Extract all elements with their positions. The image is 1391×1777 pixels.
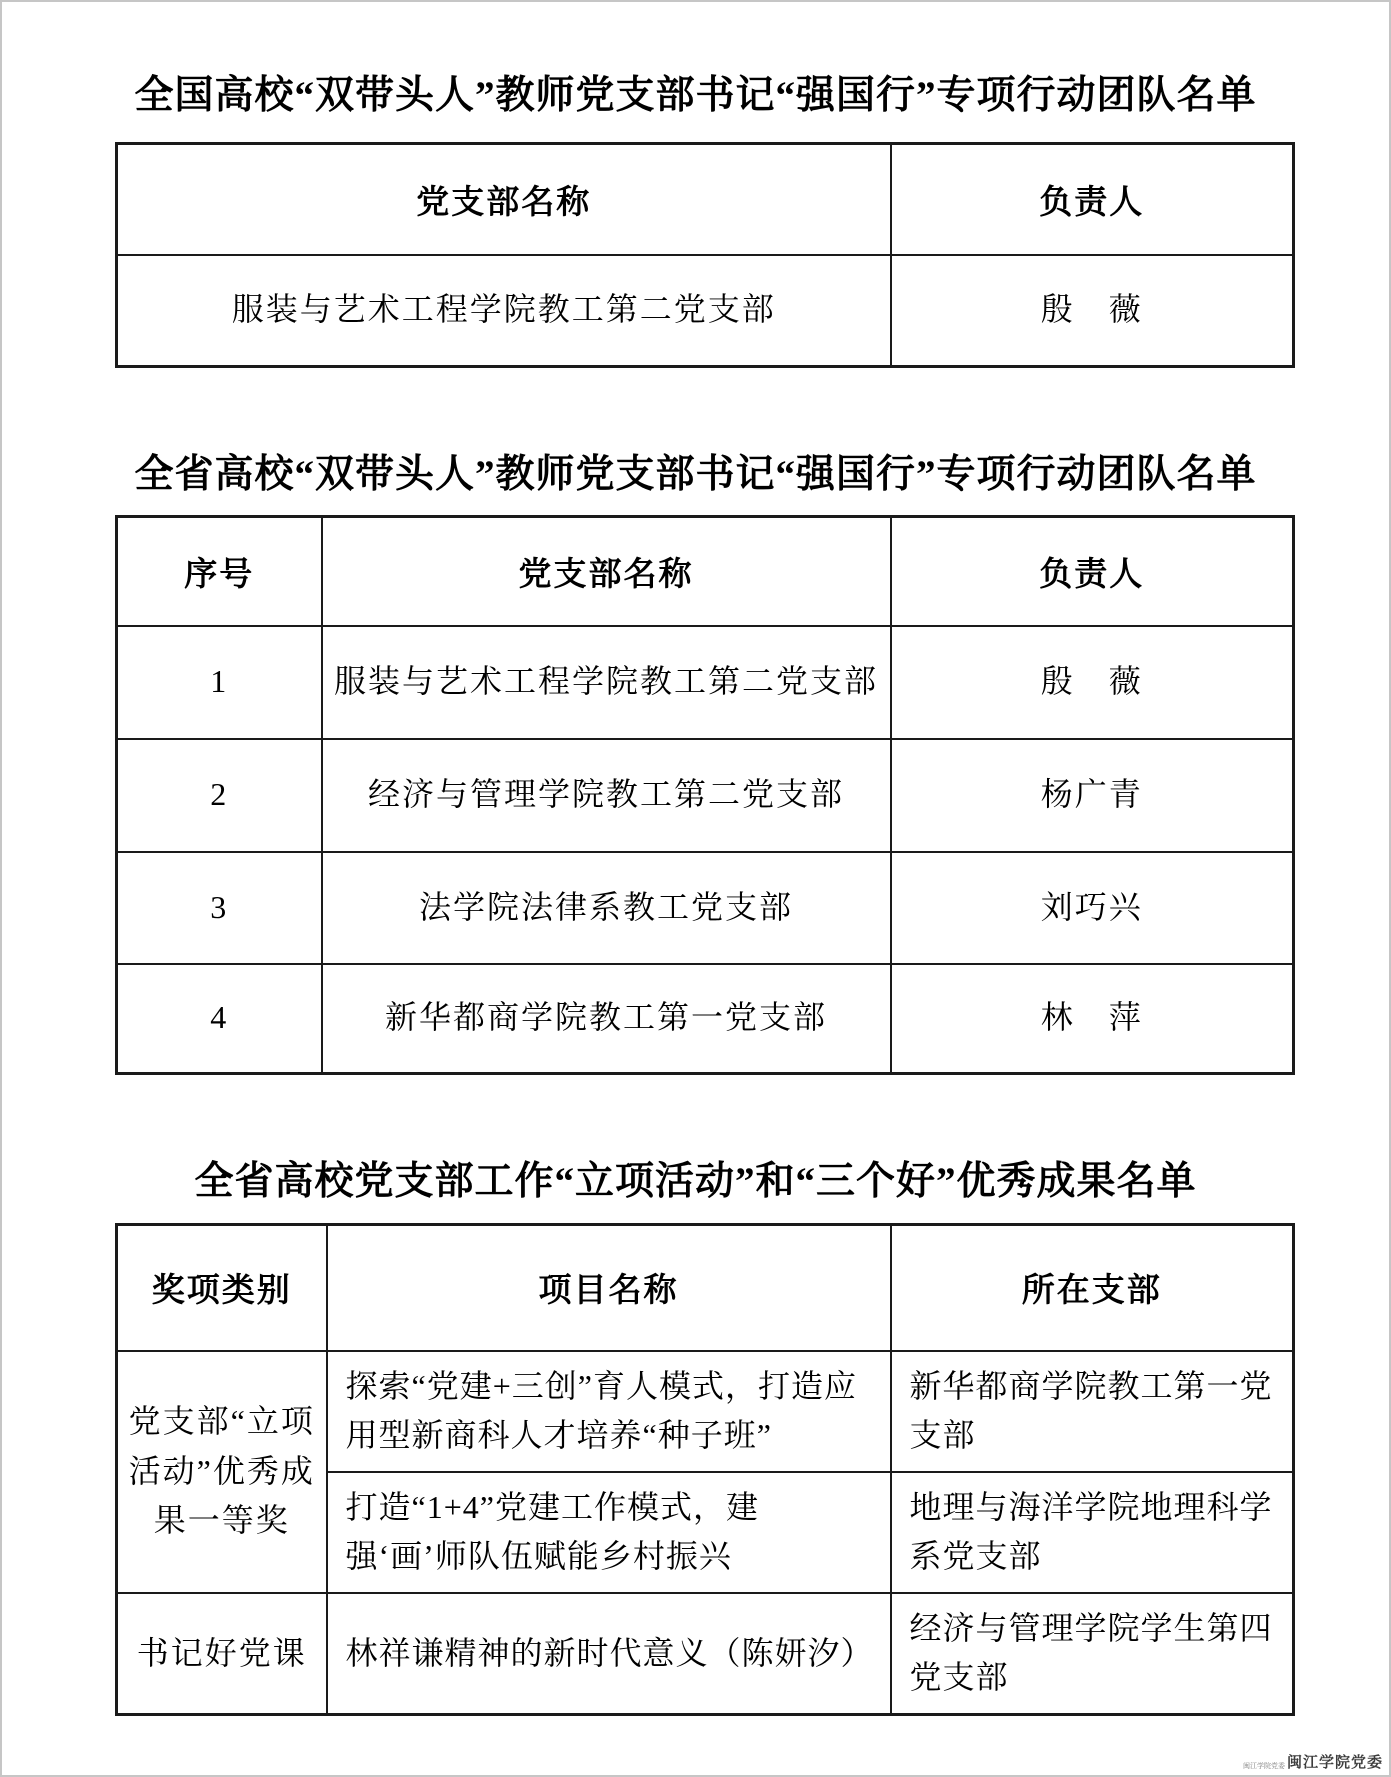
branch-name-cell: 服装与艺术工程学院教工第二党支部 [322, 626, 891, 739]
table-row [117, 964, 1294, 1074]
column-header-person-in-charge: 负责人 [891, 517, 1294, 626]
award-category-cell: 书记好党课 [117, 1593, 327, 1715]
person-cell: 杨广青 [891, 739, 1294, 852]
section-title-provincial-list: 全省高校“双带头人”教师党支部书记“强国行”专项行动团队名单 [134, 453, 1257, 496]
branch-name-cell: 经济与管理学院教工第二党支部 [322, 739, 891, 852]
table-header-row [117, 517, 1294, 626]
section-title-achievements-list: 全省高校党支部工作“立项活动”和“三个好”优秀成果名单 [194, 1160, 1197, 1203]
index-cell: 2 [117, 739, 322, 852]
provincial-list-table [115, 515, 1295, 1075]
column-header-branch-name: 党支部名称 [117, 144, 891, 255]
branch-cell: 经济与管理学院学生第四党支部 [891, 1593, 1294, 1715]
table-row [117, 626, 1294, 739]
column-header-person-in-charge: 负责人 [891, 144, 1294, 255]
person-cell: 殷 薇 [891, 255, 1294, 367]
person-cell: 刘巧兴 [891, 852, 1294, 964]
project-name-cell: 打造“1+4”党建工作模式，建强‘画’师队伍赋能乡村振兴 [327, 1472, 891, 1593]
index-cell: 3 [117, 852, 322, 964]
section-title-national-list: 全国高校“双带头人”教师党支部书记“强国行”专项行动团队名单 [134, 74, 1257, 117]
index-cell: 4 [117, 964, 322, 1074]
table-row [117, 1351, 1294, 1472]
column-header-branch: 所在支部 [891, 1225, 1294, 1351]
column-header-branch-name: 党支部名称 [322, 517, 891, 626]
table-row [117, 739, 1294, 852]
branch-name-cell: 服装与艺术工程学院教工第二党支部 [117, 255, 891, 367]
column-header-index: 序号 [117, 517, 322, 626]
award-category-cell: 党支部“立项活动”优秀成果一等奖 [117, 1351, 327, 1593]
branch-cell: 地理与海洋学院地理科学系党支部 [891, 1472, 1294, 1593]
index-cell: 1 [117, 626, 322, 739]
achievements-table [115, 1223, 1295, 1716]
table-row [117, 255, 1294, 367]
table-row [117, 852, 1294, 964]
branch-name-cell: 法学院法律系教工党支部 [322, 852, 891, 964]
person-cell: 林 萍 [891, 964, 1294, 1074]
column-header-project-name: 项目名称 [327, 1225, 891, 1351]
person-cell: 殷 薇 [891, 626, 1294, 739]
project-name-cell: 林祥谦精神的新时代意义（陈妍汐） [327, 1593, 891, 1715]
watermark [1243, 1755, 1383, 1770]
project-name-cell: 探索“党建+三创”育人模式，打造应用型新商科人才培养“种子班” [327, 1351, 891, 1472]
table-header-row [117, 144, 1294, 255]
national-list-table [115, 142, 1295, 368]
table-header-row [117, 1225, 1294, 1351]
table-row [117, 1593, 1294, 1715]
branch-name-cell: 新华都商学院教工第一党支部 [322, 964, 891, 1074]
watermark-small-text: 闽江学院党委 [1242, 1763, 1285, 1770]
column-header-award-category: 奖项类别 [117, 1225, 327, 1351]
watermark-main-text: 闽江学院党委 [1286, 1754, 1383, 1771]
branch-cell: 新华都商学院教工第一党支部 [891, 1351, 1294, 1472]
